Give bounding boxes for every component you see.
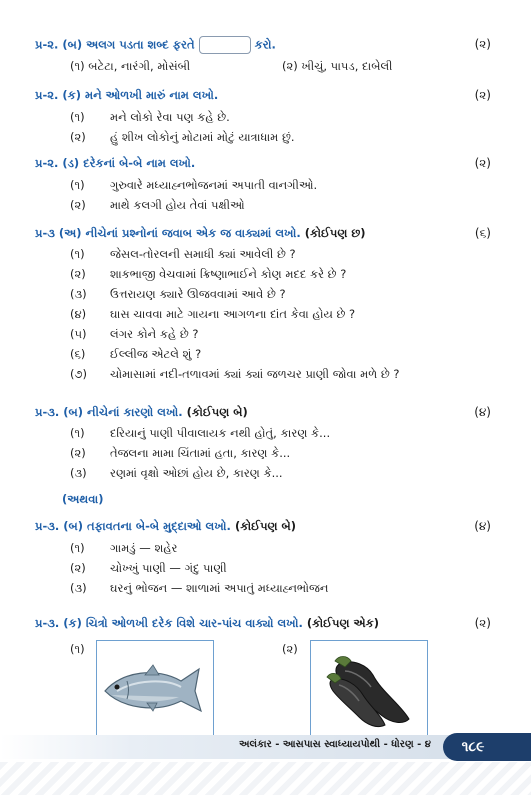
q3a-item-1 — [70, 247, 296, 262]
q2k-title: પ્ર-૨. (ક) મને ઓળખી મારું નામ લખો. — [35, 88, 219, 102]
q3b-diff-2 — [70, 561, 227, 576]
item-text: શાકભાજી વેચવામાં ક્રિષ્ણાભાઈને કોણ મદદ કરે છે ? — [110, 267, 347, 281]
item-number: (૨) — [70, 446, 86, 460]
q2k-item-1 — [70, 110, 230, 125]
q3k-heading — [35, 616, 379, 631]
item-text: માથે કલગી હોય તેવાં પક્ષીઓ — [110, 198, 245, 212]
q3a-item-3 — [70, 287, 286, 302]
q3k-hint: (કોઈપણ એક) — [306, 616, 380, 630]
item-text: ઈલ્લીજ એટલે શું ? — [110, 347, 202, 361]
q3b-diff-marks: (૪) — [474, 519, 491, 533]
picture-1-frame — [96, 640, 214, 736]
item-number: (૧) — [70, 178, 85, 192]
item-text: હું શીખ લોકોનું મોટામાં મોટું યાત્રાધામ છું. — [110, 130, 295, 144]
item-number: (૧) — [70, 110, 85, 124]
q2k-item-2 — [70, 130, 294, 145]
q3b-diff-title: પ્ર-૩. (બ) તફાવતના બે-બે મુદ્દાઓ લખો. — [35, 519, 231, 533]
q2d-title: પ્ર-૨. (ડ) દરેકનાં બે-બે નામ લખો. — [35, 156, 196, 170]
item-number: (૨) — [70, 561, 86, 575]
q3a-title: પ્ર-૩ (અ) નીચેનાં પ્રશ્નોનાં જવાબ એક જ વાક્યમાં લખો. — [35, 226, 301, 240]
brinjal-illustration — [311, 641, 427, 735]
item-number: (૧) — [70, 247, 85, 261]
q2d-marks: (૨) — [474, 156, 491, 170]
item-number: (૩) — [70, 287, 87, 301]
q2b-marks: (૨) — [474, 37, 491, 51]
item-text: તેજલના મામા ચિંતામાં હતા, કારણ કે... — [110, 446, 291, 460]
item-text: ચોમાસામાં નદી-તળાવમાં ક્યાં ક્યાં જળચર પ્રાણી જોવા મળે છે ? — [110, 367, 400, 381]
item-number: (૨) — [70, 130, 86, 144]
q3b-diff-heading — [35, 519, 296, 534]
q3k-title: પ્ર-૩. (ક) ચિત્રો ઓળખી દરેક વિશે ચાર-પાંચ વાક્યો લખો. — [35, 616, 303, 630]
q2b-option-2: (૨) ખીચું, પાપડ, દાબેલી — [282, 59, 393, 73]
bottom-stripe — [0, 762, 531, 795]
q3b-reasons-title: પ્ર-૩. (બ) નીચેનાં કારણો લખો. — [35, 405, 183, 419]
q3b-reason-2 — [70, 446, 290, 461]
q2b-option-1: (૧) બટેટા, નારંગી, મોસંબી — [70, 59, 191, 73]
item-text: ગુરુવારે મધ્યાહ્નભોજનમાં અપાતી વાનગીઓ. — [110, 178, 318, 192]
item-number: (૩) — [70, 581, 87, 595]
item-number: (૭) — [70, 367, 87, 381]
item-number: (૩) — [70, 466, 87, 480]
fish-illustration — [97, 641, 213, 735]
q3a-marks: (૬) — [474, 226, 491, 240]
item-number: (૨) — [70, 198, 86, 212]
item-number: (૨) — [70, 267, 86, 281]
q2b-heading — [35, 36, 276, 54]
q2d-item-1 — [70, 178, 317, 193]
item-text: મને લોકો રેવા પણ કહે છે. — [110, 110, 230, 124]
item-number: (૧) — [70, 541, 85, 555]
q3b-diff-1 — [70, 541, 177, 556]
q3b-reason-1 — [70, 426, 330, 441]
q3b-diff-hint: (કોઈપણ બે) — [234, 519, 297, 533]
q3b-diff-3 — [70, 581, 328, 596]
q3a-item-5 — [70, 327, 199, 342]
footer-book-title: અલંકાર - આસપાસ સ્વાધ્યાયપોથી - ધોરણ - ૪ — [238, 739, 431, 750]
item-number: (૬) — [70, 347, 86, 361]
item-text: ચોખ્ખું પાણી — ગંદુ પાણી — [110, 561, 227, 575]
q3a-item-7 — [70, 367, 400, 382]
or-label: (અથવા) — [62, 492, 104, 506]
item-number: (૪) — [70, 307, 87, 321]
q3a-heading — [35, 226, 366, 241]
picture-1-label: (૧) — [70, 642, 85, 656]
item-number: (૧) — [70, 426, 85, 440]
item-text: ગામડું — શહેર — [110, 541, 178, 555]
q3k-marks: (૨) — [474, 616, 491, 630]
picture-2-label: (૨) — [282, 642, 298, 656]
q3b-reasons-marks: (૪) — [474, 405, 491, 419]
item-text: જેસલ-તોરલની સમાધી ક્યાં આવેલી છે ? — [110, 247, 296, 261]
q3a-hint: (કોઈપણ છ) — [304, 226, 366, 240]
item-text: રણમાં વૃક્ષો ઓછાં હોય છે, કારણ કે... — [110, 466, 283, 480]
item-text: ઘરનું ભોજન — શાળામાં અપાતું મધ્યાહ્નભોજન — [110, 581, 329, 595]
q2d-item-2 — [70, 198, 245, 213]
q2k-marks: (૨) — [474, 88, 491, 102]
circle-answer-box[interactable] — [199, 36, 251, 54]
q2b-title-end: કરો. — [254, 37, 276, 52]
item-text: ઉત્તરાયણ ક્યારે ઊજવવામાં આવે છે ? — [110, 287, 286, 301]
q3b-reason-3 — [70, 466, 283, 481]
page-number: ૧૮૯ — [443, 733, 503, 761]
q3a-item-6 — [70, 347, 201, 362]
q3a-item-2 — [70, 267, 346, 282]
item-text: દરિયાનું પાણી પીવાલાયક નથી હોતું, કારણ કે... — [110, 426, 331, 440]
item-text: ઘાસ ચાવવા માટે ગાયના આગળના દાંત કેવા હોય છે ? — [110, 307, 356, 321]
q3a-item-4 — [70, 307, 355, 322]
q2b-title: પ્ર-૨. (બ) અલગ પડતા શબ્દ ફરતે — [35, 37, 195, 52]
item-number: (૫) — [70, 327, 87, 341]
q3b-reasons-hint: (કોઈપણ બે) — [186, 405, 248, 419]
picture-2-frame — [310, 640, 428, 736]
q3b-reasons-heading — [35, 405, 248, 420]
item-text: લંગર કોને કહે છે ? — [110, 327, 199, 341]
